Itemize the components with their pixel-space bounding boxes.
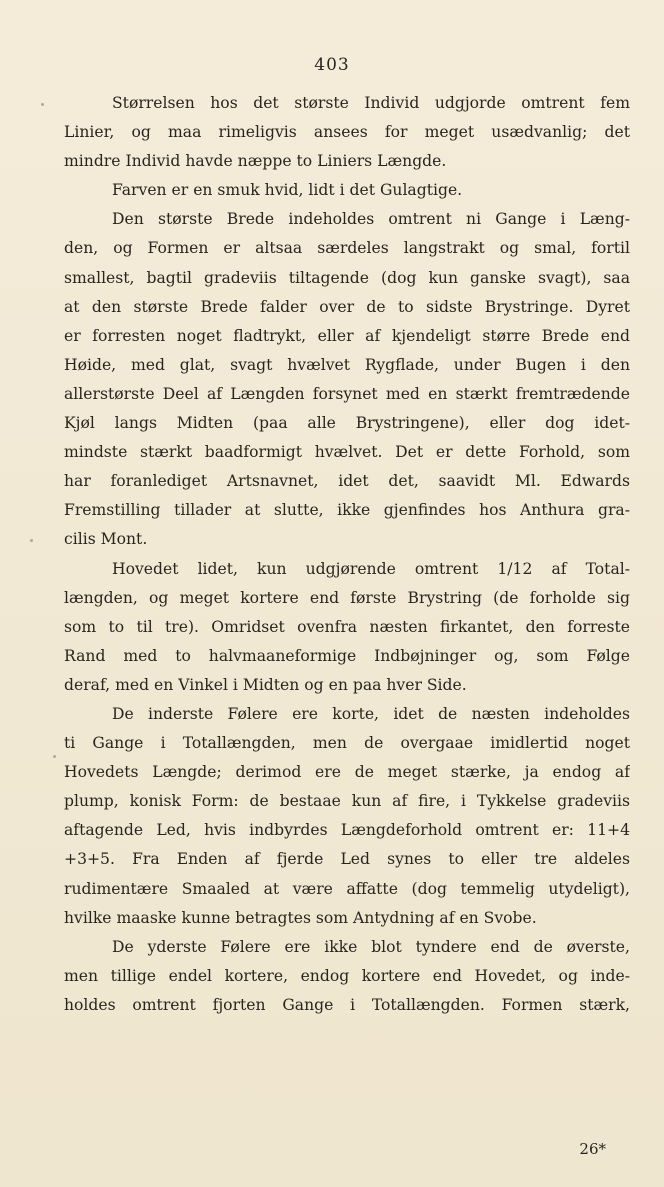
text-line: deraf, med en Vinkel i Midten og en paa hver Side. <box>64 675 467 694</box>
text-line: plump, konisk Form: de bestaae kun af fire, i Tykkelse gradeviis <box>64 792 630 811</box>
text-line: +3+5. Fra Enden af fjerde Led synes to eller tre aldeles <box>64 850 630 869</box>
text-line: hvilke maaske kunne betragtes som Antydning af en Svobe. <box>64 908 537 927</box>
text-line: Den største Brede indeholdes omtrent ni Gange i Læng- <box>112 210 630 229</box>
text-line: aftagende Led, hvis indbyrdes Længdeforhold omtrent er: 11+4 <box>64 821 630 840</box>
text-line: har foranlediget Artsnavnet, idet det, saavidt Ml. Edwards <box>64 472 630 491</box>
text-line: men tillige endel kortere, endog kortere end Hovedet, og inde- <box>64 966 630 985</box>
page-number: 403 <box>314 55 350 75</box>
text-line: De inderste Følere ere korte, idet de næsten indeholdes <box>112 704 630 723</box>
text-line: længden, og meget kortere end første Brystring (de forholde sig <box>64 588 630 607</box>
text-line: Hovedets Længde; derimod ere de meget stærke, ja endog af <box>64 763 630 782</box>
body-text <box>64 89 630 1020</box>
text-line: Fremstilling tillader at slutte, ikke gjenfindes hos Anthura gra- <box>64 501 630 520</box>
text-line: Størrelsen hos det største Individ udgjorde omtrent fem <box>112 94 630 112</box>
text-line: er forresten noget fladtrykt, eller af kjendeligt større Brede end <box>64 326 630 345</box>
text-line: Hovedet lidet, kun udgjørende omtrent 1/12 af Total- <box>112 559 630 578</box>
margin-speck <box>30 539 33 542</box>
text-line: holdes omtrent fjorten Gange i Totallængden. Formen stærk, <box>64 995 630 1014</box>
text-line: Rand med to halvmaaneformige Indbøjninger og, som Følge <box>64 646 630 665</box>
text-line: Farven er en smuk hvid, lidt i det Gulagtige. <box>112 181 463 200</box>
text-line: Kjøl langs Midten (paa alle Brystringene), eller dog idet- <box>64 414 630 433</box>
text-line: smallest, bagtil gradeviis tiltagende (dog kun ganske svagt), saa <box>64 268 630 287</box>
text-line: rudimentære Smaaled at være affatte (dog temmelig utydeligt), <box>64 879 630 898</box>
text-line: den, og Formen er altsaa særdeles langstrakt og smal, fortil <box>64 239 630 258</box>
text-line: at den største Brede falder over de to sidste Brystringe. Dyret <box>64 297 630 316</box>
text-line: ti Gange i Totallængden, men de overgaae imidlertid noget <box>64 734 630 753</box>
text-line: Linier, og maa rimeligvis ansees for meget usædvanlig; det <box>64 123 630 142</box>
signature-mark: 26* <box>579 1140 606 1158</box>
text-line: som to til tre). Omridset ovenfra næsten firkantet, den forreste <box>64 617 630 636</box>
text-line: cilis Mont. <box>64 530 148 549</box>
text-line: De yderste Følere ere ikke blot tyndere end de øverste, <box>112 937 630 956</box>
text-line: mindste stærkt baadformigt hvælvet. Det er dette Forhold, som <box>64 443 630 462</box>
margin-speck <box>53 755 56 758</box>
text-line: mindre Individ havde næppe to Liniers Længde. <box>64 152 447 171</box>
text-line: Høide, med glat, svagt hvælvet Rygflade, under Bugen i den <box>64 355 630 374</box>
text-line: allerstørste Deel af Længden forsynet med en stærkt fremtrædende <box>64 384 630 403</box>
margin-speck <box>41 103 44 106</box>
